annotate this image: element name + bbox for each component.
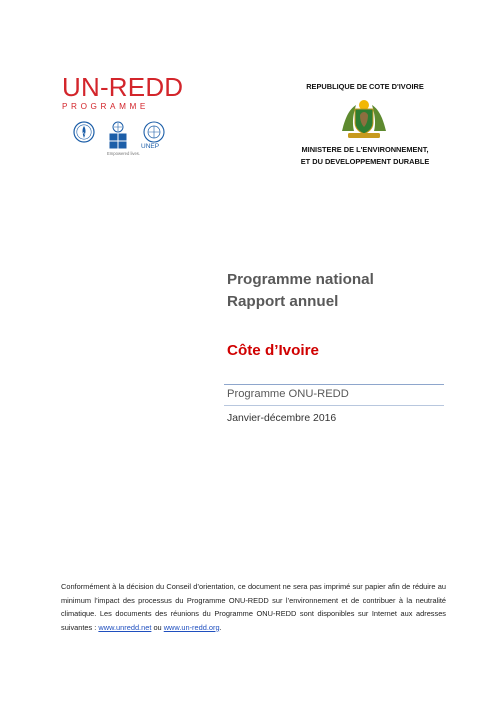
link-un-redd-org[interactable]: www.un-redd.org <box>163 622 220 632</box>
svg-text:FAO: FAO <box>79 131 89 136</box>
partner-logos <box>73 121 193 163</box>
link-unredd-net[interactable]: www.unredd.net <box>98 622 152 632</box>
program-name: Programme ONU-REDD <box>227 388 349 400</box>
ministry-line-1: MINISTERE DE L'ENVIRONNEMENT, <box>301 145 429 154</box>
republic-title: REPUBLIQUE DE COTE D'IVOIRE <box>306 82 424 91</box>
footer-note-between: ou <box>151 622 164 632</box>
footer-note-end: . <box>219 622 222 632</box>
report-title-line-1: Programme national <box>227 271 374 288</box>
fao-emblem-icon <box>73 121 95 143</box>
ministry-line-2: ET DU DEVELOPPEMENT DURABLE <box>300 157 430 166</box>
footer-note-text: Conformément à la décision du Conseil d’orientation, ce document ne sera pas imprimé sur papier afin de réduire au minimum l’impact des processus du Programme ONU-REDD sur l’environnement et de contribuer à la neutralité climatique. Les documents des réunions du Programme ONU-REDD sont disponibles sur Internet aux adresses suivantes : <box>61 582 446 632</box>
ministry-name <box>280 144 450 168</box>
country-name: Côte d’Ivoire <box>227 342 319 359</box>
coat-of-arms-icon <box>340 97 388 139</box>
logo-subtitle: PROGRAMME <box>62 102 149 111</box>
divider-top <box>224 384 444 385</box>
unep-label: UNEP <box>141 143 160 150</box>
divider-bottom <box>224 405 444 406</box>
report-period: Janvier-décembre 2016 <box>227 413 337 424</box>
undp-emblem-icon <box>107 121 141 156</box>
logo-wordmark: UN-REDD <box>62 72 184 102</box>
footer-note <box>61 580 446 634</box>
undp-caption: Empowered lives. <box>107 151 141 156</box>
un-redd-logo <box>62 72 184 111</box>
unep-emblem-icon <box>139 121 169 151</box>
report-title-line-2: Rapport annuel <box>227 293 339 310</box>
